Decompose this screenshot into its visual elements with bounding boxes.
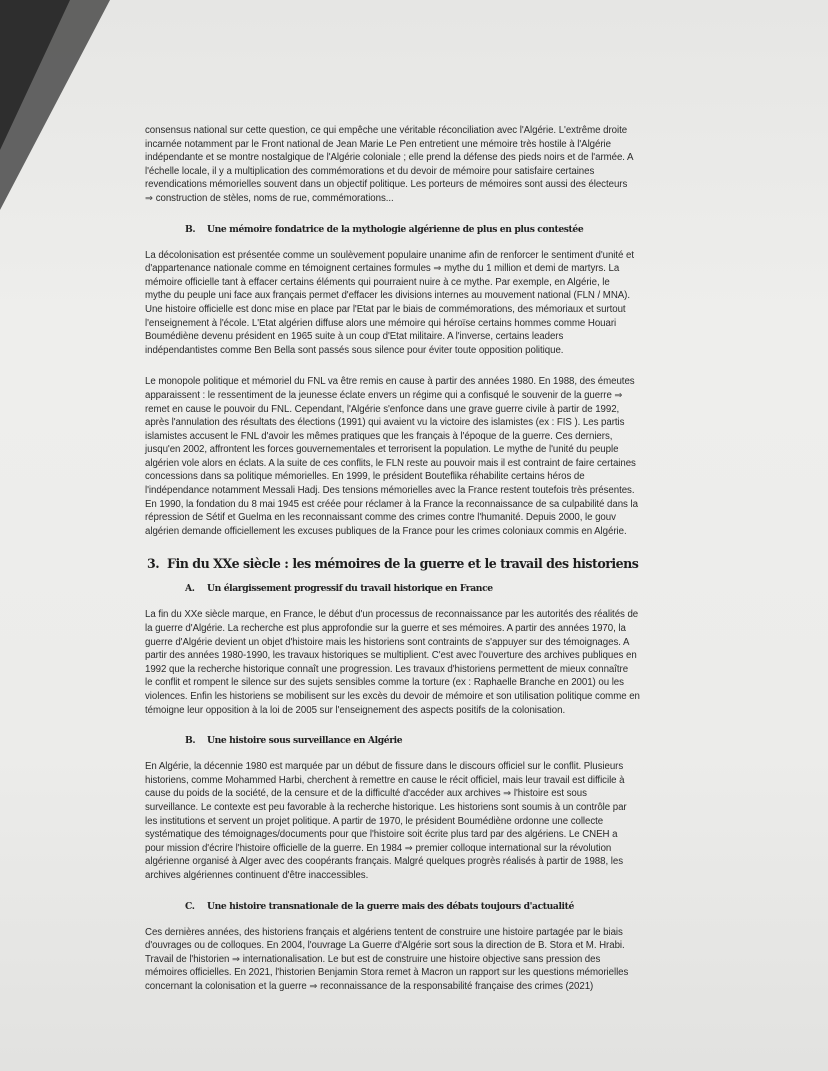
photo-corner-dark — [0, 0, 70, 150]
text-line: l'indépendance notamment Messali Hadj. Des tensions mémorielles avec la France restent toutefois très présentes. — [145, 485, 635, 497]
text-line: mémoires officielles. En 2021, l'historien Benjamin Stora remet à Macron un rapport sur les questions mémorielles — [145, 967, 629, 979]
heading-3a: A. Un élargissement progressif du travail historique en France — [185, 583, 493, 595]
text-line: algérien demande officiellement les excuses publiques de la France pour les crimes coloniaux commis en Algérie. — [145, 525, 627, 537]
text-line: mythe du peuple uni face aux français permet d'effacer les divisions internes au mouvement national (FLN / MNA). — [145, 290, 630, 302]
text-line: Travail de l'historien ⇒ internationalisation. Le but est de construire une histoire objective sans pression des — [145, 953, 601, 965]
text-line: indépendante et se montre nostalgique de l'Algérie coloniale ; elle prend la défense des pieds noirs et de l'armée. A — [145, 152, 634, 164]
text-line: La décolonisation est présentée comme un soulèvement populaire unanime afin de renforcer le sentiment d'unité et — [145, 249, 634, 261]
text-line: algérien vole alors en éclats. A la suite de ces conflits, le FLN reste au pouvoir mais il est contraint de faire certaines — [145, 457, 636, 469]
heading-3c: C. Une histoire transnationale de la guerre mais des débats toujours d'actualité — [185, 900, 574, 912]
heading-3b: B. Une histoire sous surveillance en Algérie — [185, 735, 403, 747]
text-line: les institutions et servent un projet politique. A partir de 1970, le président Boumédiène ordonne une collecte — [145, 815, 604, 827]
text-line: La fin du XXe siècle marque, en France, le début d'un processus de reconnaissance par les autorités des réalités de — [145, 609, 639, 621]
paragraph-france-historians — [145, 608, 705, 717]
text-line: Le monopole politique et mémoriel du FNL va être remis en cause à partir des années 1980. En 1988, des émeutes — [145, 376, 635, 388]
text-line: En 1990, la fondation du 8 mai 1945 est créée pour réclamer à la France la reconnaissance de sa culpabilité dans la — [145, 498, 638, 510]
document-page — [145, 124, 705, 1012]
text-line: après l'annulation des résultats des élections (1991) qui avaient vu la victoire des islamistes (ex : FIS ). Les partis — [145, 417, 625, 429]
text-line: violences. Enfin les historiens se mobilisent sur les excès du devoir de mémoire et son utilisation politique comme en — [145, 691, 640, 702]
text-line: archives algériennes continuent d'être inaccessibles. — [145, 869, 369, 881]
heading-2b: B. Une mémoire fondatrice de la mythologie algérienne de plus en plus contestée — [185, 223, 584, 235]
text-line: partir des années 1980-1990, les travaux historiques se multiplient. C'est avec l'ouverture des archives publiques en — [145, 650, 637, 662]
text-line: témoigne leur opposition à la loi de 2005 sur l'enseignement des aspects positifs de la colonisation. — [145, 704, 566, 716]
paragraph-memory-france — [145, 124, 705, 206]
text-line: En Algérie, la décennie 1980 est marquée par un début de fissure dans le discours officiel sur le conflit. Plusieurs — [145, 761, 624, 773]
text-line: d'ouvrages ou de colloques. En 2004, l'ouvrage La Guerre d'Algérie sort sous la direction de B. Stora et M. Hrabi. — [145, 940, 625, 952]
paragraph-transnational — [145, 926, 705, 994]
text-line: d'appartenance nationale comme en témoignent certaines formules ⇒ mythe du 1 million et demi de martyrs. La — [145, 263, 620, 275]
paragraph-algeria-surveillance — [145, 760, 705, 882]
heading-section-3: 3. Fin du XXe siècle : les mémoires de la guerre et le travail des historiens — [147, 556, 639, 572]
text-line: remet en cause le pouvoir du FNL. Cependant, l'Algérie s'enfonce dans une grave guerre civile à partir de 1992, — [145, 403, 620, 415]
text-line: islamistes accusent le FNL d'avoir les mêmes pratiques que les français à l'époque de la guerre. Ces derniers, — [145, 430, 613, 442]
text-line: concessions dans sa politique mémorielles. En 1999, le président Bouteflika réhabilite certains héros de — [145, 471, 585, 483]
text-line: surveillance. Le contexte est peu favorable à la recherche historique. Les historiens sont soumis à un contrôle par — [145, 801, 627, 813]
text-line: mémoire officielle tant à effacer certains éléments qui pourraient nuire à ce mythe. Par exemple, en Algérie, le — [145, 276, 610, 288]
text-line: Ces dernières années, des historiens français et algériens tentent de construire une histoire partagée par le biais — [145, 926, 623, 938]
text-line: jusqu'en 2002, affrontent les forces gouvernementales et terrorisent la population. Le mythe de l'unité du peuple — [145, 444, 619, 456]
text-line: Boumédiène devenu président en 1965 suite à un coup d'Etat militaire. A l'inverse, certains leaders — [145, 331, 564, 343]
text-line: indépendantistes comme Ben Bella sont passés sous silence pour éviter toute opposition politique. — [145, 344, 564, 356]
text-line: la guerre d'Algérie. La recherche est plus approfondie sur la guerre et ses mémoires. A partir des années 1970, la — [145, 623, 626, 635]
text-line: pour mission d'écrire l'histoire officielle de la guerre. En 1984 ⇒ premier colloque international sur la révolution — [145, 842, 612, 854]
text-line: concernant la colonisation et la guerre ⇒ reconnaissance de la responsabilité française des crimes (2021) — [145, 980, 594, 992]
text-line: cause du poids de la société, de la censure et de la difficulté d'accéder aux archives ⇒ l'histoire est sous — [145, 788, 587, 800]
text-line: incarnée notamment par le Front national de Jean Marie Le Pen entretient une mémoire très hostile à l'Algérie — [145, 138, 611, 150]
paragraph-decolonisation — [145, 249, 705, 358]
text-line: apparaissent : le ressentiment de la jeunesse éclate envers un régime qui a confisqué le souvenir de la guerre ⇒ — [145, 389, 623, 401]
text-line: consensus national sur cette question, ce qui empêche une véritable réconciliation avec l'Algérie. L'extrême droite — [145, 125, 628, 136]
text-line: l'enseignement à l'école. L'Etat algérien diffuse alors une mémoire qui héroïse certains hommes comme Houari — [145, 317, 617, 329]
paragraph-monopole — [145, 375, 705, 538]
text-line: ⇒ construction de stèles, noms de rue, commémorations... — [145, 192, 394, 204]
text-line: algérienne organisé à Alger avec des coopérants français. Malgré quelques progrès réalisés à partir de 1988, les — [145, 856, 623, 868]
text-line: guerre d'Algérie devient un objet d'histoire mais les historiens sont contraints de s'appuyer sur des témoignages. A — [145, 636, 630, 648]
text-line: l'échelle locale, il y a multiplication des commémorations et du devoir de mémoire pour satisfaire certaines — [145, 165, 595, 177]
text-line: le conflit et rompent le silence sur des sujets sensibles comme la torture (ex : Raphaelle Branche en 2001) ou les — [145, 677, 624, 689]
text-line: systématique des témoignages/documents pour que l'histoire soit écrite plus tard par des algériens. Le CNEH a — [145, 829, 618, 841]
text-line: répression de Sétif et Guelma en les reconnaissant comme des crimes contre l'humanité. Depuis 2000, le gouv — [145, 512, 616, 524]
text-line: historiens, comme Mohammed Harbi, cherchent à remettre en cause le récit officiel, mais leur travail est difficile à — [145, 774, 625, 786]
text-line: revendications mémorielles souvent dans un objectif politique. Les porteurs de mémoires sont aussi des électeurs — [145, 179, 628, 191]
text-line: 1992 que la recherche historique connaît une progression. Les travaux d'historiens permettent de mieux connaître — [145, 663, 629, 675]
text-line: Une histoire officielle est donc mise en place par l'Etat par le biais de commémorations, des mémoriaux et surtout — [145, 303, 626, 315]
